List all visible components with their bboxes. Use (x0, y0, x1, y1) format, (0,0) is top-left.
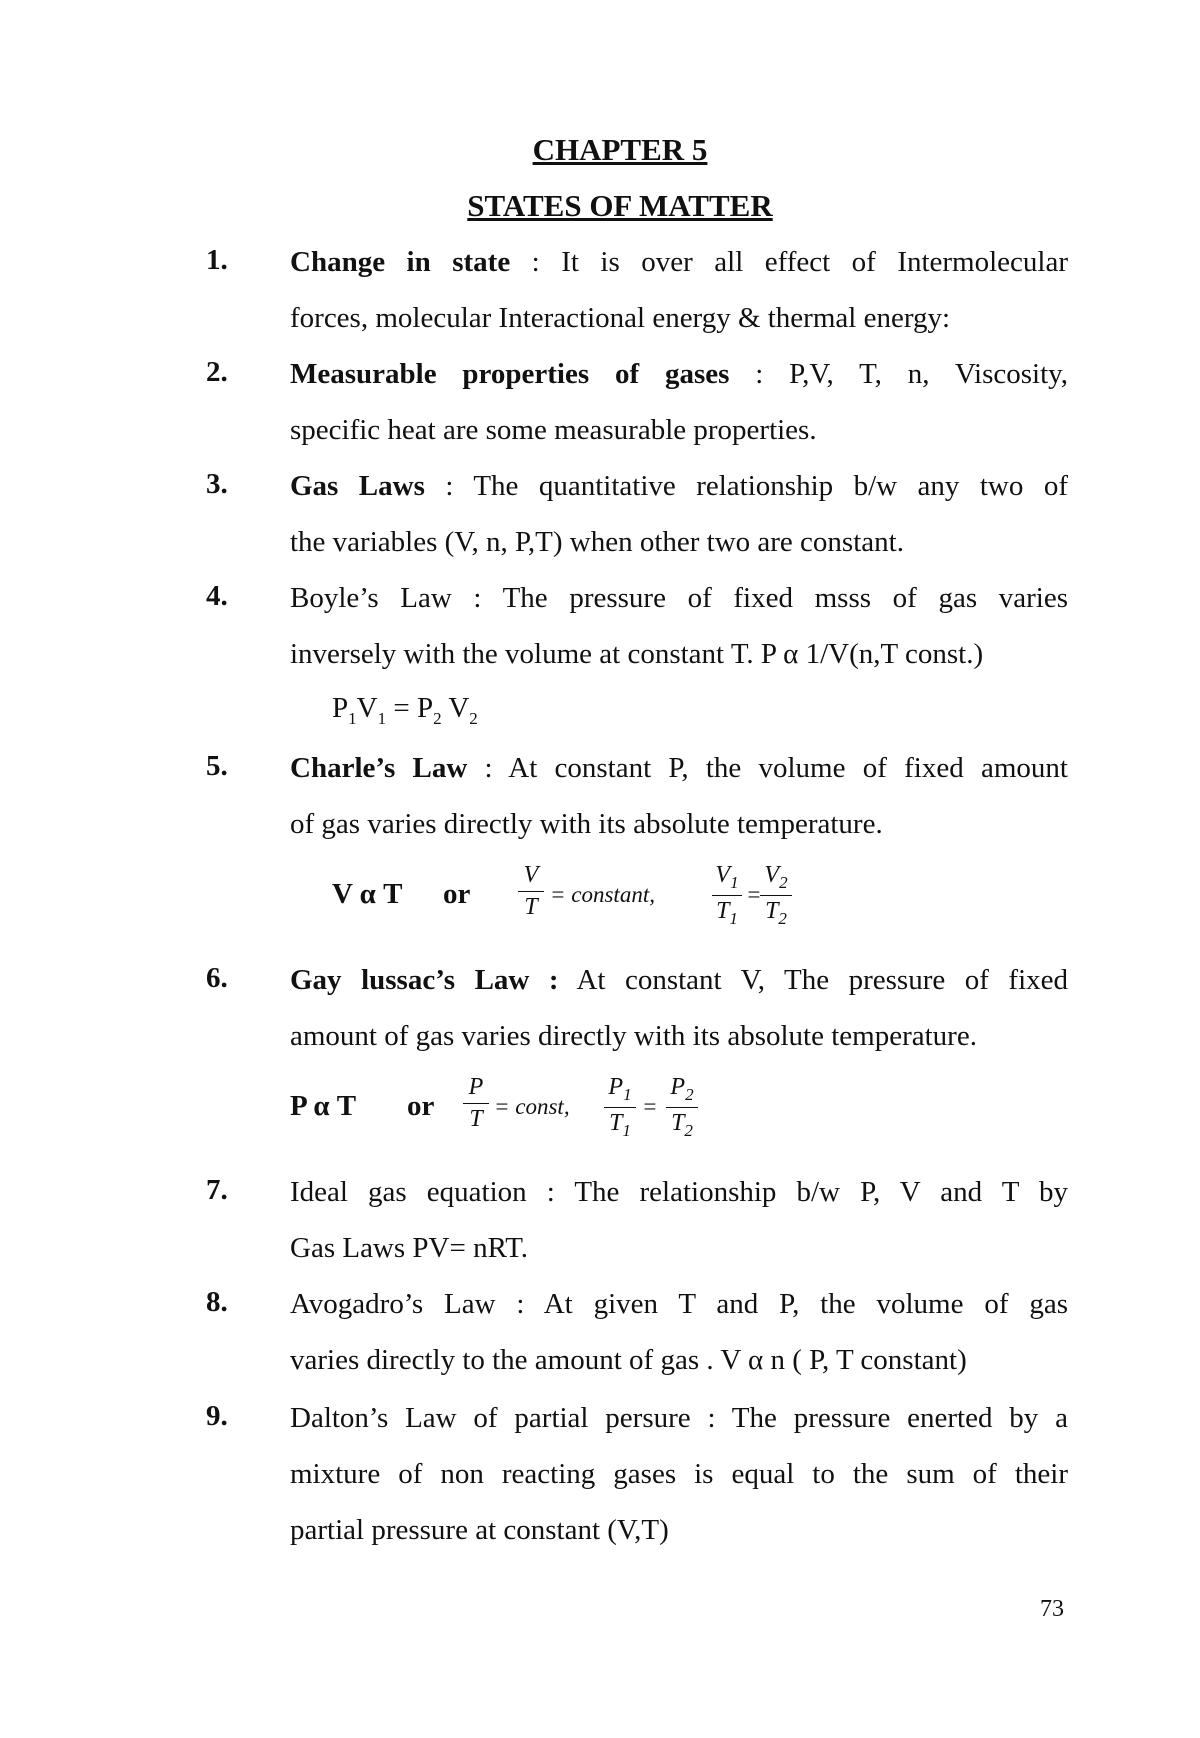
item-number: 7. (206, 1174, 228, 1206)
fraction: $V_1$ $T_1$ (712, 862, 742, 929)
item-line: partial pressure at constant (V,T) (290, 1514, 669, 1546)
item-number: 4. (206, 580, 228, 612)
fraction: $P_2$ $T_2$ (666, 1074, 698, 1141)
item-line: forces, molecular Interactional energy & thermal energy: (290, 302, 951, 334)
item-number: 1. (206, 244, 228, 276)
fraction: V T (518, 862, 544, 921)
item-number: 9. (206, 1400, 228, 1432)
item-line: Ideal gas equation : The relationship b/w P, V and T by (290, 1176, 1068, 1208)
item-line: of gas varies directly with its absolute temperature. (290, 808, 883, 840)
item-line: amount of gas varies directly with its absolute temperature. (290, 1020, 977, 1052)
chapter-title: STATES OF MATTER (467, 188, 773, 223)
page-number: 73 (1040, 1596, 1064, 1622)
item-line: the variables (V, n, P,T) when other two are constant. (290, 526, 904, 558)
item-line: Gay lussac’s Law : At constant V, The pressure of fixed (290, 964, 1068, 996)
document-page: CHAPTER 5 STATES OF MATTER 1. Change in state : It is over all effect of Intermolecular forces, molecular Interactional energy & thermal energy: 2. Measurable properties of gases : P,V, T, n, Viscosity, specific heat are some measurable properties. 3. Gas Laws : The quantitative relationship b/w any two of the variables (V, n, P,T) when other two are constant. 4. Boyle’s Law : The pressure of fixed msss of gas varies inversely with the volume at constant T. P α 1/V(n,T const.) $P_1V_1 = P_2$ $V_2$ 5. Charle’s Law : At constant P, the volume of fixed amount of gas varies directly with its absolute temperature. V α T or V T = constant, $V_1$ $T_1$ = $V_2$ $T_2$ 6. Gay lussac’s Law : At constant V, The pressure of fixed amount of gas varies directly with its absolute temperature. P α T or P T = const, $P_1$ $T_1$ = $P_2$ $T_2$ 7. Ideal gas equation : The relationship b/w P, V and T by Gas Laws PV= nRT. 8. Avogadro’s Law : At given T and P, the volume of gas varies directly to the amount of gas . V α n ( P, T constant) 9. Dalton’s Law of partial persure : The pressure enerted by a mixture of non reacting gases is equal to the sum of their partial pressure at constant (V,T) 73 (0, 0, 1200, 1738)
item-line: mixture of non reacting gases is equal to the sum of their (290, 1458, 1068, 1490)
item-number: 8. (206, 1286, 228, 1318)
item-line: Charle’s Law : At constant P, the volume of fixed amount (290, 752, 1068, 784)
chapter-heading: CHAPTER 5 (532, 132, 708, 167)
item-line: specific heat are some measurable properties. (290, 414, 817, 446)
fraction: $P_1$ $T_1$ (604, 1074, 636, 1141)
item-line: Gas Laws : The quantitative relationship b/w any two of (290, 470, 1068, 502)
boyle-equation: $P_1V_1 = P_2$ $V_2$ (332, 692, 478, 728)
item-line: Gas Laws PV= nRT. (290, 1232, 529, 1264)
item-line: Measurable properties of gases : P,V, T, n, Viscosity, (290, 358, 1069, 390)
item-number: 2. (206, 356, 228, 388)
item-line: inversely with the volume at constant T. P α 1/V(n,T const.) (290, 638, 984, 670)
item-number: 6. (206, 962, 228, 994)
item-number: 3. (206, 468, 228, 500)
item-line: Change in state : It is over all effect of Intermolecular (290, 246, 1069, 278)
item-line: Avogadro’s Law : At given T and P, the volume of gas (290, 1288, 1068, 1320)
fraction: P T (463, 1074, 489, 1133)
item-line: Boyle’s Law : The pressure of fixed msss of gas varies (290, 582, 1068, 614)
item-number: 5. (206, 750, 228, 782)
item-line: varies directly to the amount of gas . V α n ( P, T constant) (290, 1344, 967, 1376)
item-line: Dalton’s Law of partial persure : The pressure enerted by a (290, 1402, 1068, 1434)
fraction: $V_2$ $T_2$ (760, 862, 792, 929)
